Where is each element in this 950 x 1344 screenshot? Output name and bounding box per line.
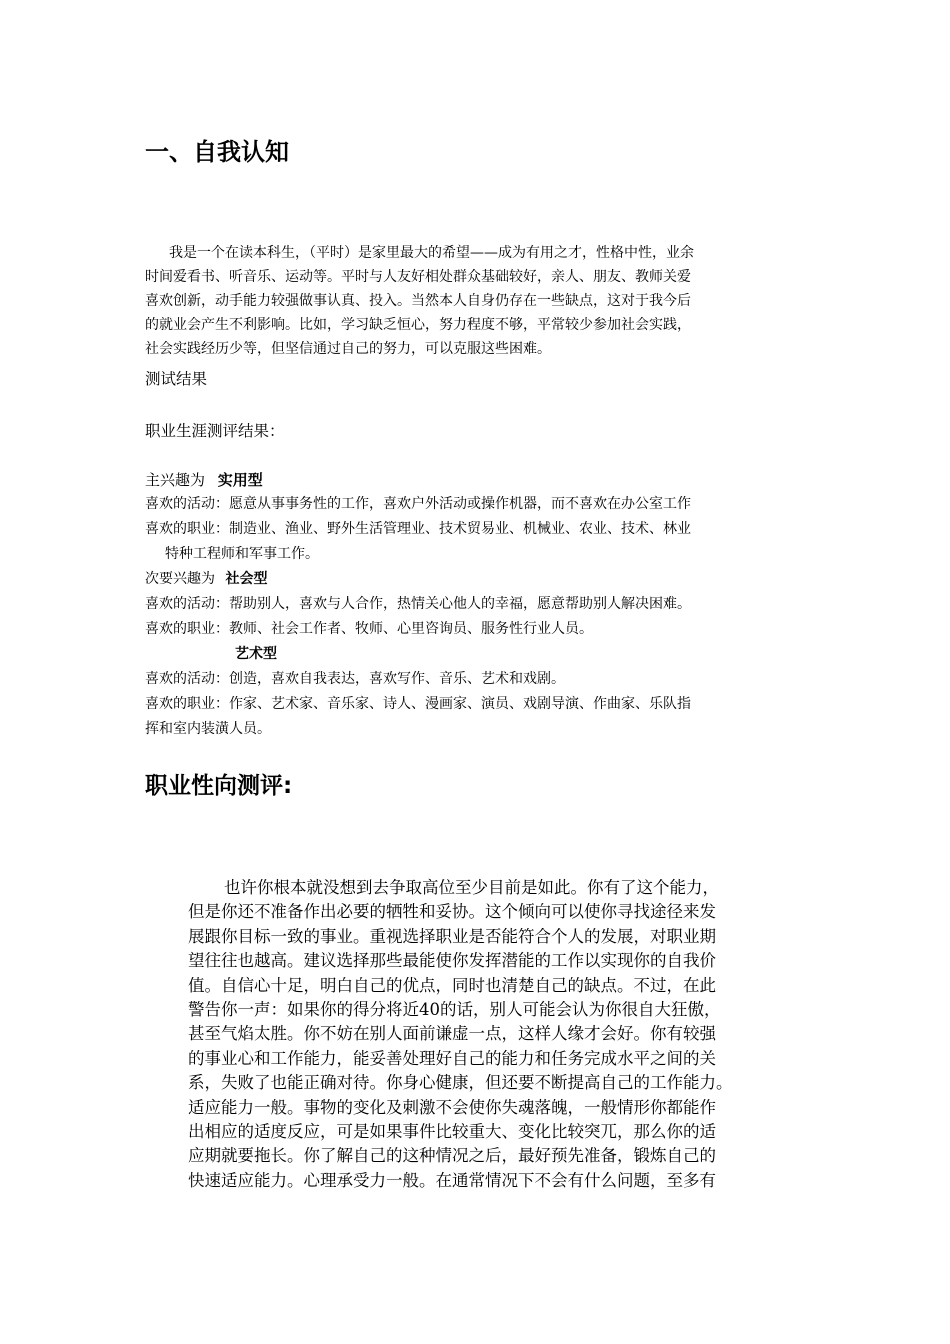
eval-line: 警告你一声：如果你的得分将近40的话，别人可能会认为你很自大狂傲， bbox=[188, 1000, 721, 1020]
eval-line: 望往往也越高。建议选择那些最能使你发挥潜能的工作以实现你的自我价 bbox=[188, 951, 716, 971]
eval-line: 值。自信心十足，明白自己的优点，同时也清楚自己的缺点。不过，在此 bbox=[188, 975, 716, 995]
eval-line: 系，失败了也能正确对待。你身心健康，但还要不断提高自己的工作能力。 bbox=[188, 1073, 733, 1093]
intro-line: 喜欢创新，动手能力较强做事认真、投入。当然本人自身仍存在一些缺点，这对于我今后 bbox=[145, 293, 691, 309]
secondary-activity: 喜欢的活动：帮助别人，喜欢与人合作，热情关心他人的幸福，愿意帮助别人解决困难。 bbox=[145, 596, 691, 612]
intro-line: 的就业会产生不利影响。比如，学习缺乏恒心，努力程度不够，平常较少参加社会实践， bbox=[145, 317, 691, 333]
secondary-jobs: 喜欢的职业：教师、社会工作者、牧师、心里咨询员、服务性行业人员。 bbox=[145, 621, 593, 637]
primary-jobs-line1: 喜欢的职业：制造业、渔业、野外生活管理业、技术贸易业、机械业、农业、技术、林业 bbox=[145, 521, 691, 537]
eval-line: 快速适应能力。心理承受力一般。在通常情况下不会有什么问题，至多有 bbox=[188, 1170, 716, 1190]
intro-line: 我是一个在读本科生，（平时）是家里最大的希望——成为有用之才，性格中性，业余 bbox=[169, 245, 694, 261]
art-jobs-line2: 挥和室内装潢人员。 bbox=[145, 721, 271, 737]
eval-line: 也许你根本就没想到去争取高位至少目前是如此。你有了这个能力， bbox=[224, 878, 719, 897]
section-heading-career-orientation: 职业性向测评: bbox=[145, 773, 293, 799]
secondary-interest-type: 社会型 bbox=[225, 571, 268, 587]
primary-interest-label: 主兴趣为 bbox=[145, 471, 206, 489]
intro-line: 时间爱看书、听音乐、运动等。平时与人友好相处群众基础较好，亲人、朋友、教师关爱 bbox=[145, 269, 691, 285]
secondary-interest-line bbox=[145, 567, 267, 591]
primary-activity: 喜欢的活动：愿意从事事务性的工作，喜欢户外活动或操作机器，而不喜欢在办公室工作 bbox=[145, 496, 691, 512]
art-interest-type: 艺术型 bbox=[235, 646, 277, 662]
eval-line: 甚至气焰太胜。你不妨在别人面前谦虚一点，这样人缘才会好。你有较强 bbox=[188, 1024, 716, 1044]
self-intro-paragraph bbox=[145, 241, 815, 361]
primary-interest-line bbox=[145, 468, 263, 492]
section-heading-self-cognition: 一、自我认知 bbox=[145, 138, 289, 166]
secondary-interest-label: 次要兴趣为 bbox=[145, 571, 215, 587]
eval-line: 适应能力一般。事物的变化及刺激不会使你失魂落魄，一般情形你都能作 bbox=[188, 1097, 716, 1117]
career-result-label: 职业生涯测评结果： bbox=[145, 422, 285, 440]
art-activity: 喜欢的活动：创造，喜欢自我表达，喜欢写作、音乐、艺术和戏剧。 bbox=[145, 671, 565, 687]
primary-jobs-line2: 特种工程师和军事工作。 bbox=[165, 546, 319, 562]
eval-line: 的事业心和工作能力，能妥善处理好自己的能力和任务完成水平之间的关 bbox=[188, 1048, 716, 1068]
intro-line: 社会实践经历少等，但坚信通过自己的努力，可以克服这些困难。 bbox=[145, 341, 551, 357]
eval-line: 应期就要拖长。你了解自己的这种情况之后，最好预先准备，锻炼自己的 bbox=[188, 1146, 716, 1166]
career-orientation-paragraph bbox=[188, 876, 828, 1193]
eval-line: 但是你还不准备作出必要的牺牲和妥协。这个倾向可以使你寻找途径来发 bbox=[188, 902, 716, 922]
art-jobs-line1: 喜欢的职业：作家、艺术家、音乐家、诗人、漫画家、演员、戏剧导演、作曲家、乐队指 bbox=[145, 696, 691, 712]
test-result-label: 测试结果 bbox=[145, 370, 208, 388]
eval-line: 展跟你目标一致的事业。重视选择职业是否能符合个人的发展，对职业期 bbox=[188, 926, 716, 946]
eval-line: 出相应的适度反应，可是如果事件比较重大、变化比较突兀，那么你的适 bbox=[188, 1122, 716, 1142]
primary-interest-type: 实用型 bbox=[217, 471, 263, 489]
